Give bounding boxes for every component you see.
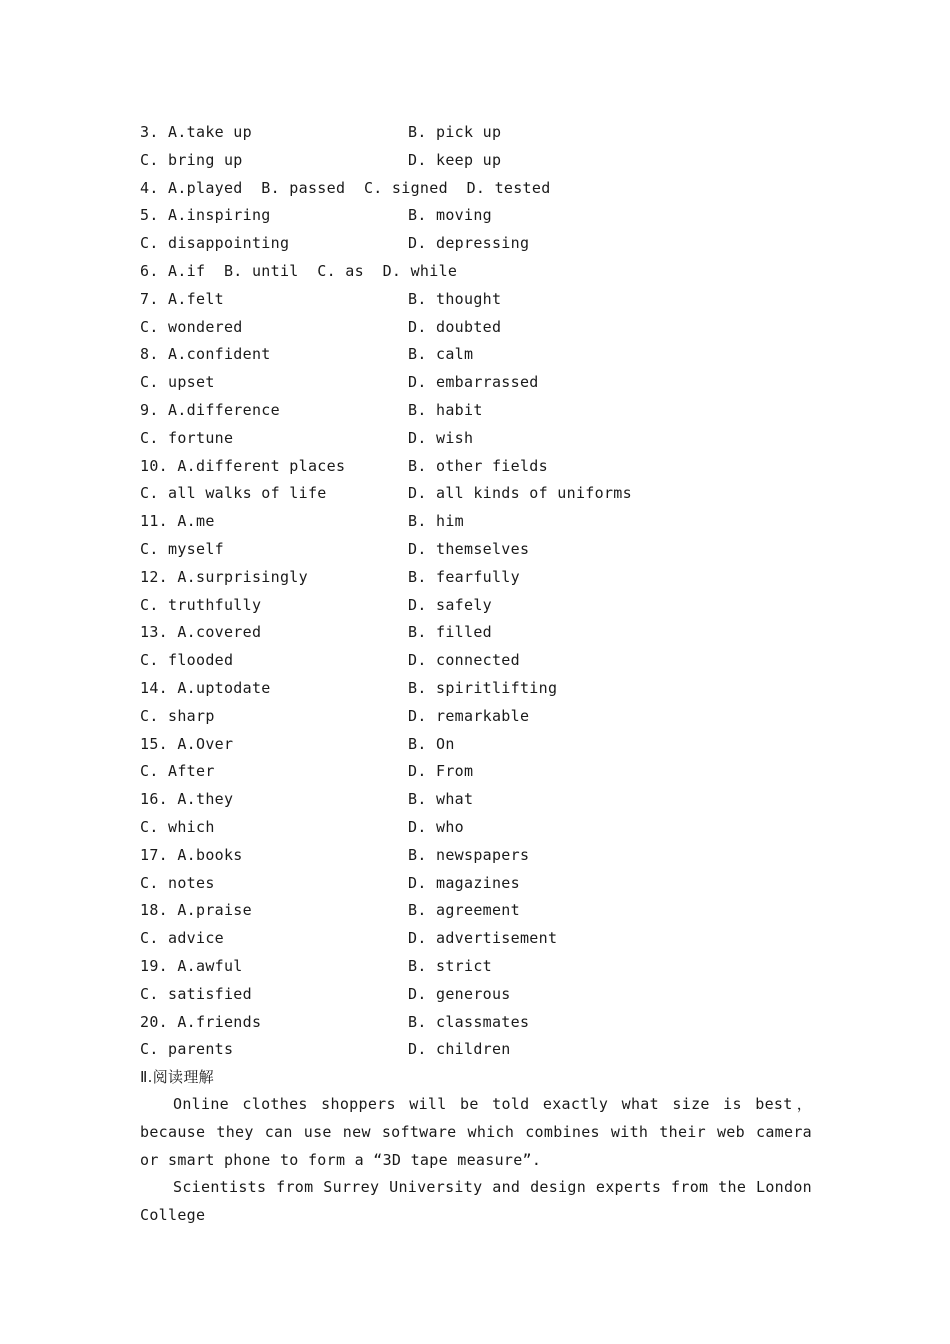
option-row (140, 842, 820, 870)
option-left: 8. A.confident (140, 345, 271, 364)
option-row (140, 230, 820, 258)
reading-passage (140, 1091, 812, 1230)
option-right: B. him (408, 512, 464, 531)
option-left: C. flooded (140, 651, 234, 670)
option-right: B. newspapers (408, 845, 530, 864)
option-left: C. bring up (140, 150, 243, 169)
option-right: D. embarrassed (408, 373, 539, 392)
option-row (140, 703, 820, 731)
option-right: D. children (408, 1040, 511, 1059)
option-left: 19. A.awful (140, 956, 243, 975)
option-row (140, 870, 820, 898)
option-left: 15. A.Over (140, 734, 234, 753)
option-row (140, 175, 820, 203)
option-left: 9. A.difference (140, 400, 280, 419)
option-left: 17. A.books (140, 845, 243, 864)
option-row (140, 314, 820, 342)
option-left: C. wondered (140, 317, 243, 336)
option-left: C. fortune (140, 428, 234, 447)
option-row (140, 480, 820, 508)
option-row (140, 1009, 820, 1037)
option-row (140, 453, 820, 481)
option-row (140, 675, 820, 703)
option-left: 20. A.friends (140, 1012, 262, 1031)
option-left: 7. A.felt (140, 289, 224, 308)
option-left: 16. A.they (140, 790, 234, 809)
option-left: 11. A.me (140, 512, 215, 531)
option-right: B. classmates (408, 1012, 530, 1031)
option-left: C. notes (140, 873, 215, 892)
option-line: 4. A.played B. passed C. signed D. tested (140, 178, 551, 197)
option-left: C. parents (140, 1040, 234, 1059)
option-right: B. calm (408, 345, 474, 364)
option-row (140, 786, 820, 814)
option-row (140, 953, 820, 981)
option-right: D. generous (408, 984, 511, 1003)
option-row (140, 425, 820, 453)
option-row (140, 814, 820, 842)
option-right: D. remarkable (408, 706, 530, 725)
option-left: C. truthfully (140, 595, 262, 614)
option-row (140, 286, 820, 314)
option-right: D. wish (408, 428, 474, 447)
option-right: D. safely (408, 595, 492, 614)
option-right: D. From (408, 762, 474, 781)
option-row (140, 925, 820, 953)
option-row (140, 619, 820, 647)
option-right: D. connected (408, 651, 520, 670)
option-row (140, 564, 820, 592)
option-right: B. pick up (408, 123, 502, 141)
option-left: 5. A.inspiring (140, 206, 271, 225)
option-row (140, 258, 820, 286)
option-left: C. all walks of life (140, 484, 327, 503)
option-right: D. themselves (408, 539, 530, 558)
option-left: 13. A.covered (140, 623, 262, 642)
option-right: B. fearfully (408, 567, 520, 586)
section-title: Ⅱ.阅读理解 (140, 1068, 214, 1086)
option-right: D. magazines (408, 873, 520, 892)
option-row (140, 731, 820, 759)
option-line: 6. A.if B. until C. as D. while (140, 261, 458, 280)
option-left: C. upset (140, 373, 215, 392)
option-right: D. doubted (408, 317, 502, 336)
option-row (140, 397, 820, 425)
option-left: C. sharp (140, 706, 215, 725)
option-left: C. disappointing (140, 234, 290, 253)
option-left: 3. A.take up (140, 123, 252, 141)
option-right: B. thought (408, 289, 502, 308)
passage-paragraph-2: Scientists from Surrey University and design experts from the London College (140, 1178, 812, 1225)
option-left: C. advice (140, 929, 224, 948)
option-right: B. what (408, 790, 474, 809)
option-row (140, 202, 820, 230)
option-right: B. strict (408, 956, 492, 975)
option-right: B. spiritlifting (408, 678, 558, 697)
option-right: D. all kinds of uniforms (408, 484, 632, 503)
option-right: B. On (408, 734, 455, 753)
option-row (140, 508, 820, 536)
option-left: C. which (140, 817, 215, 836)
option-left: C. satisfied (140, 984, 252, 1003)
option-right: B. other fields (408, 456, 548, 475)
passage-paragraph-1: Online clothes shoppers will be told exactly what size is best，because they can use new software which combines with their web camera or smart phone to form a “3D tape measure”. (140, 1095, 812, 1169)
option-row (140, 758, 820, 786)
option-right: D. who (408, 817, 464, 836)
option-row (140, 147, 820, 175)
option-left: 10. A.different places (140, 456, 346, 475)
question-options-list (140, 119, 820, 1064)
option-row (140, 1036, 820, 1064)
option-left: 14. A.uptodate (140, 678, 271, 697)
option-row (140, 647, 820, 675)
option-right: B. agreement (408, 901, 520, 920)
option-row (140, 536, 820, 564)
option-left: C. After (140, 762, 215, 781)
option-row (140, 369, 820, 397)
option-row (140, 341, 820, 369)
option-left: C. myself (140, 539, 224, 558)
option-right: D. keep up (408, 150, 502, 169)
option-left: 12. A.surprisingly (140, 567, 308, 586)
option-right: B. filled (408, 623, 492, 642)
option-right: B. moving (408, 206, 492, 225)
option-right: D. advertisement (408, 929, 558, 948)
option-row (140, 119, 820, 147)
option-row (140, 981, 820, 1009)
option-left: 18. A.praise (140, 901, 252, 920)
option-row (140, 897, 820, 925)
option-right: B. habit (408, 400, 483, 419)
option-row (140, 592, 820, 620)
option-right: D. depressing (408, 234, 530, 253)
